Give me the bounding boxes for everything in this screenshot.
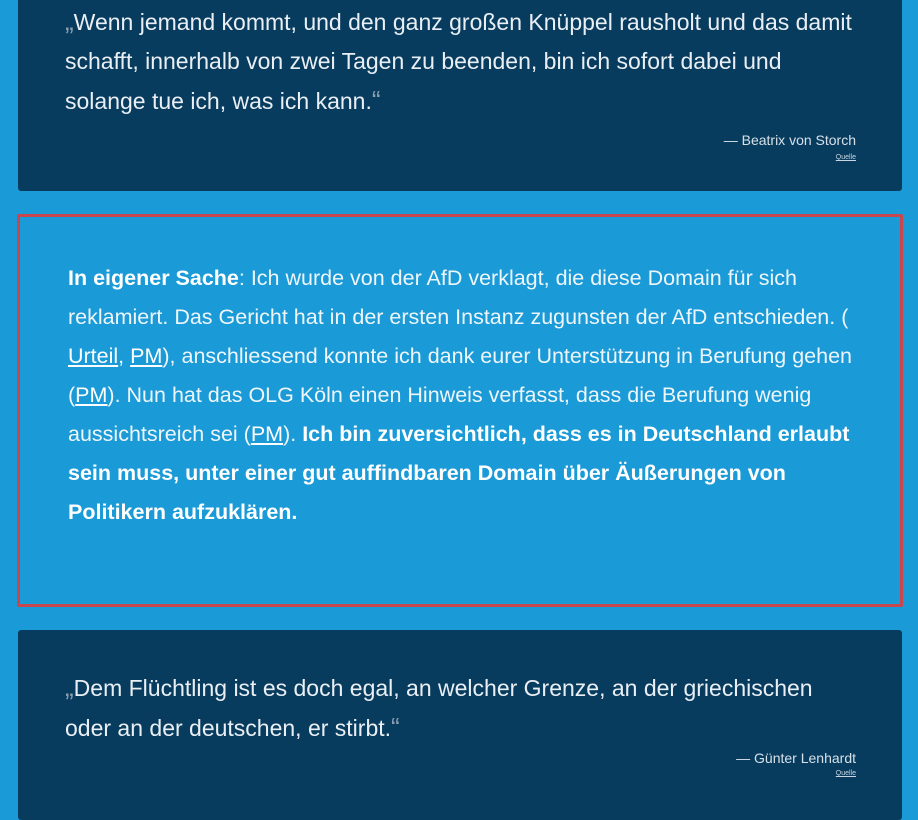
quote-attribution: — Beatrix von Storch (723, 132, 856, 148)
opening-quote-mark: „ (65, 672, 74, 702)
opening-quote-mark: „ (65, 6, 74, 36)
notice-separator: , (118, 344, 131, 368)
quote-attribution: — Günter Lenhardt (736, 750, 856, 766)
quote-body: Dem Flüchtling ist es doch egal, an welcher Grenze, an der griechischen oder an der deutschen, er stirbt. (65, 675, 813, 741)
urteil-link[interactable]: Urteil (68, 344, 119, 368)
pm-link-3[interactable]: PM (250, 422, 284, 446)
notice-text-part: ). Nun hat das OLG Köln einen Hinweis verfasst, dass die Berufung wenig aussichtsreich sei ( (68, 383, 812, 446)
quote-body: Wenn jemand kommt, und den ganz großen Knüppel rausholt und das damit schafft, innerhalb von zwei Tagen zu beenden, bin ich sofort dabei und solange tue ich, was ich kann. (65, 9, 852, 114)
notice-text-part: ), anschliessend konnte ich dank eurer Unterstützung in Berufung gehen ( (68, 344, 853, 407)
notice-text-part: : Ich wurde von der AfD verklagt, die diese Domain für sich reklamiert. Das Gericht hat in der ersten Instanz zugunsten der AfD entschieden. ( (68, 266, 849, 329)
quote-text (65, 2, 862, 121)
notice-lead: In eigener Sache (68, 266, 239, 290)
closing-quote-mark: “ (371, 85, 381, 115)
quote-text (65, 668, 862, 748)
source-link[interactable]: Quelle (835, 770, 856, 777)
closing-quote-mark: “ (391, 712, 400, 742)
pm-link-2[interactable]: PM (75, 383, 108, 407)
notice-text-part: ). (283, 422, 303, 446)
source-link[interactable]: Quelle (835, 154, 856, 161)
notice-box-in-eigener-sache (17, 214, 903, 607)
notice-text (68, 259, 856, 532)
quote-card-beatrix-von-storch (18, 0, 902, 191)
pm-link-1[interactable]: PM (130, 344, 163, 368)
notice-closing-statement: Ich bin zuversichtlich, dass es in Deutschland erlaubt sein muss, unter einer gut auffindbaren Domain über Äußerungen von Politikern aufzuklären. (68, 422, 850, 524)
quote-card-guenter-lenhardt (18, 630, 902, 820)
